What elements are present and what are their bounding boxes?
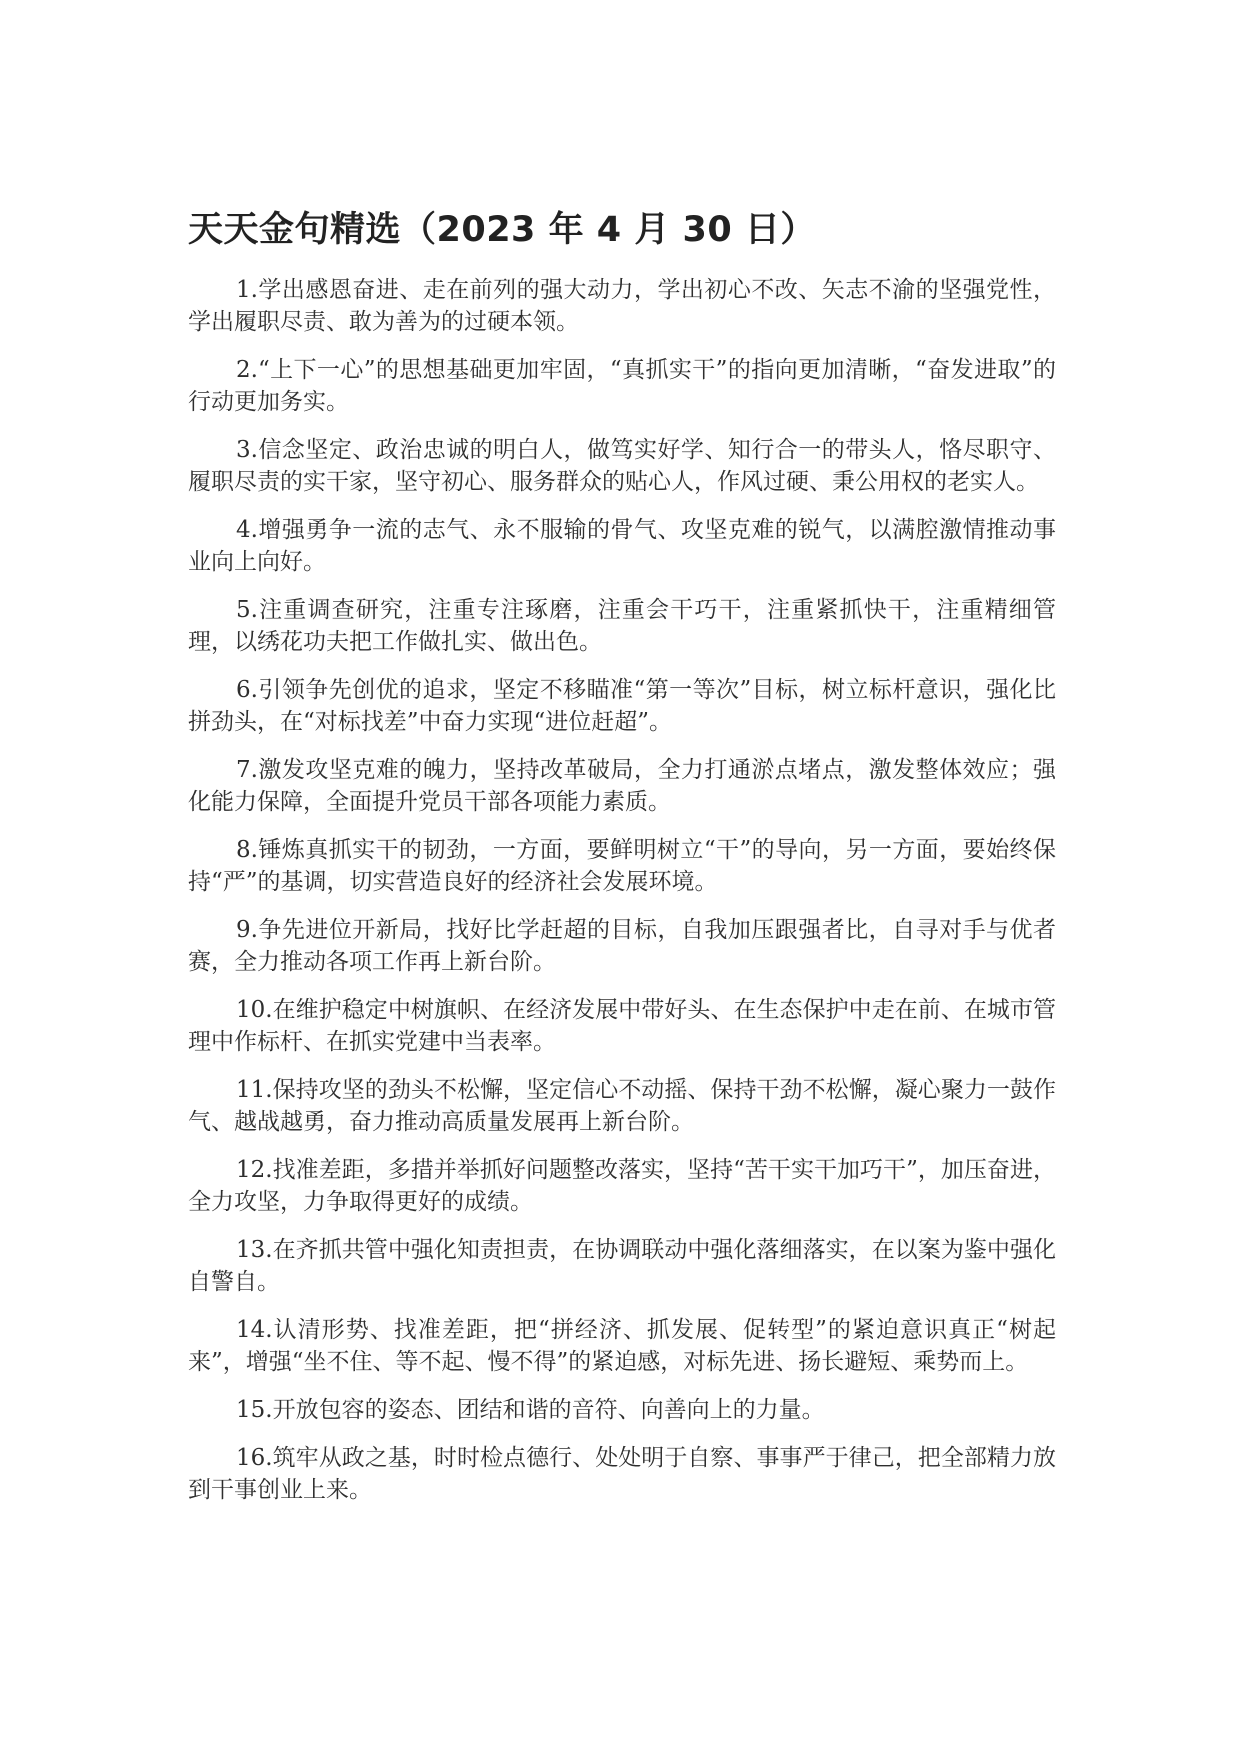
quote-paragraph-15: 15.开放包容的姿态、团结和谐的音符、向善向上的力量。 — [236, 1397, 825, 1423]
quote-paragraph-2: 2.“上下一心”的思想基础更加牢固，“真抓实干”的指向更加清晰，“奋发进取”的行动更加务实。 — [188, 357, 1056, 415]
quote-paragraph-9: 9.争先进位开新局，找好比学赶超的目标，自我加压跟强者比，自寻对手与优者赛，全力推动各项工作再上新台阶。 — [188, 917, 1056, 975]
quote-paragraph-1: 1.学出感恩奋进、走在前列的强大动力，学出初心不改、矢志不渝的坚强党性，学出履职尽责、敢为善为的过硬本领。 — [188, 277, 1056, 335]
quote-paragraph-7: 7.激发攻坚克难的魄力，坚持改革破局，全力打通淤点堵点，激发整体效应；强化能力保障，全面提升党员干部各项能力素质。 — [188, 757, 1056, 815]
quote-paragraph-13: 13.在齐抓共管中强化知责担责，在协调联动中强化落细落实，在以案为鉴中强化自警自。 — [188, 1237, 1056, 1295]
quote-paragraph-5: 5.注重调查研究，注重专注琢磨，注重会干巧干，注重紧抓快干，注重精细管理，以绣花功夫把工作做扎实、做出色。 — [188, 597, 1056, 655]
quote-paragraph-4: 4.增强勇争一流的志气、永不服输的骨气、攻坚克难的锐气，以满腔激情推动事业向上向好。 — [188, 517, 1056, 575]
quote-paragraph-11: 11.保持攻坚的劲头不松懈，坚定信心不动摇、保持干劲不松懈，凝心聚力一鼓作气、越战越勇，奋力推动高质量发展再上新台阶。 — [188, 1077, 1056, 1135]
quote-paragraph-10: 10.在维护稳定中树旗帜、在经济发展中带好头、在生态保护中走在前、在城市管理中作标杆、在抓实党建中当表率。 — [188, 997, 1056, 1055]
document-page — [188, 208, 1056, 1522]
quote-paragraph-6: 6.引领争先创优的追求，坚定不移瞄准“第一等次”目标，树立标杆意识，强化比拼劲头，在“对标找差”中奋力实现“进位赶超”。 — [188, 677, 1056, 735]
quote-paragraph-3: 3.信念坚定、政治忠诚的明白人，做笃实好学、知行合一的带头人，恪尽职守、履职尽责的实干家，坚守初心、服务群众的贴心人，作风过硬、秉公用权的老实人。 — [188, 437, 1056, 495]
quote-paragraph-14: 14.认清形势、找准差距，把“拼经济、抓发展、促转型”的紧迫意识真正“树起来”，增强“坐不住、等不起、慢不得”的紧迫感，对标先进、扬长避短、乘势而上。 — [188, 1317, 1056, 1375]
quote-paragraph-12: 12.找准差距，多措并举抓好问题整改落实，坚持“苦干实干加巧干”，加压奋进，全力攻坚，力争取得更好的成绩。 — [188, 1157, 1056, 1215]
quote-paragraph-16: 16.筑牢从政之基，时时检点德行、处处明于自察、事事严于律己，把全部精力放到干事创业上来。 — [188, 1445, 1056, 1503]
document-title: 天天金句精选（2023 年 4 月 30 日） — [188, 210, 816, 250]
quote-paragraph-8: 8.锤炼真抓实干的韧劲，一方面，要鲜明树立“干”的导向，另一方面，要始终保持“严”的基调，切实营造良好的经济社会发展环境。 — [188, 837, 1056, 895]
